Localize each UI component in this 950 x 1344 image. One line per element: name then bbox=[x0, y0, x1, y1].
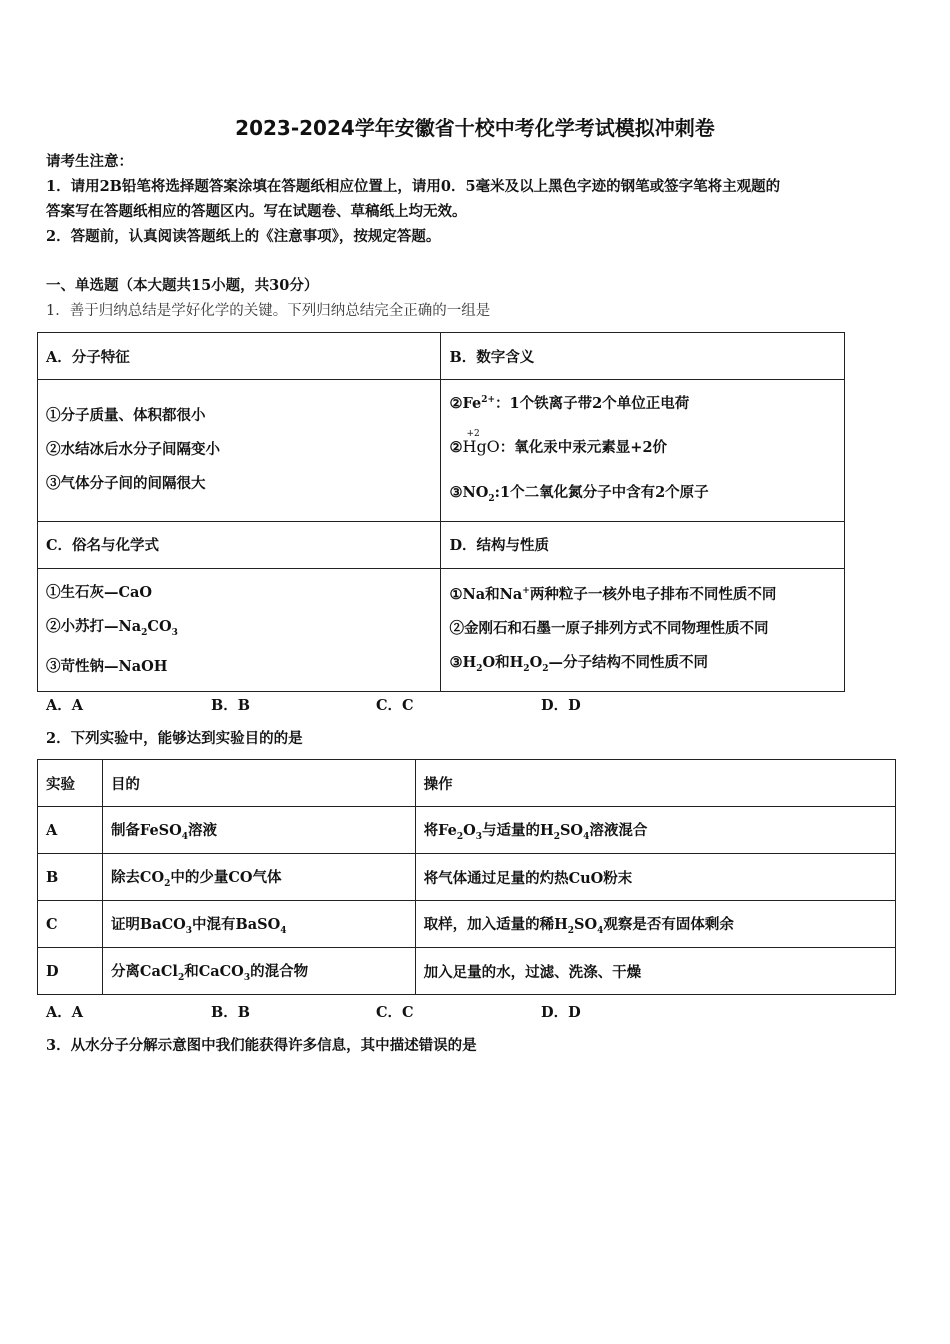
notice-line-1: 1．请用2B铅笔将选择题答案涂填在答题纸相应位置上，请用0．5毫米及以上黑色字迹的钢笔或签字笔将主观题的 bbox=[46, 178, 781, 195]
option-b-content bbox=[441, 380, 845, 522]
q1-choice-d[interactable]: D．D bbox=[541, 697, 581, 714]
option-a-content bbox=[38, 380, 441, 522]
header-operation: 操作 bbox=[415, 760, 895, 807]
question-2-options bbox=[46, 1001, 706, 1022]
row-b-operation: 将气体通过足量的灼热CuO粉末 bbox=[415, 854, 895, 901]
row-c-id: C bbox=[38, 901, 103, 948]
option-d-item-3: $③H_2O$和$H_2O_2—$分子结构不同性质不同 bbox=[449, 653, 708, 674]
option-a-item-2: ②水结冰后水分子间隔变小 bbox=[46, 441, 220, 459]
row-d-operation: 加入足量的水，过滤、洗涤、干燥 bbox=[415, 948, 895, 995]
q1-choice-c[interactable]: C．C bbox=[376, 697, 414, 714]
option-c-content bbox=[38, 568, 441, 691]
header-experiment: 实验 bbox=[38, 760, 103, 807]
option-a-item-3: ③气体分子间的间隔很大 bbox=[46, 475, 206, 493]
q1-choice-a[interactable]: A．A bbox=[46, 697, 84, 714]
question-1-options bbox=[46, 694, 706, 715]
question-1-table bbox=[37, 332, 845, 692]
q2-choice-c[interactable]: C．C bbox=[376, 1004, 414, 1021]
question-1-stem: 1．善于归纳总结是学好化学的关键。下列归纳总结完全正确的一组是 bbox=[46, 303, 491, 319]
hgo-formula: +2 HgO bbox=[462, 428, 500, 456]
q2-choice-d[interactable]: D．D bbox=[541, 1004, 581, 1021]
notice-line-2: 2．答题前，认真阅读答题纸上的《注意事项》，按规定答题。 bbox=[46, 228, 441, 245]
option-d-item-1: ①Na和Na+两种粒子一核外电子排布不同性质不同 bbox=[449, 585, 777, 603]
option-d-content bbox=[441, 568, 845, 691]
option-a-item-1: ①分子质量、体积都很小 bbox=[46, 407, 206, 425]
option-b-item-2: ② +2 HgO：氧化汞中汞元素显+2价 bbox=[449, 424, 836, 471]
question-3-stem: 3．从水分子分解示意图中我们能获得许多信息，其中描述错误的是 bbox=[46, 1037, 477, 1054]
table-row bbox=[38, 854, 896, 901]
row-c-purpose: 证明BaCO$_3$中混有BaSO$_4$ bbox=[102, 901, 415, 948]
option-b-heading: B．数字含义 bbox=[441, 333, 845, 380]
row-d-purpose: 分离CaCl$_2$和CaCO$_3$的混合物 bbox=[102, 948, 415, 995]
row-a-id: A bbox=[38, 807, 103, 854]
question-2-stem: 2．下列实验中，能够达到实验目的的是 bbox=[46, 730, 303, 747]
notice-heading: 请考生注意： bbox=[46, 153, 133, 170]
option-b-item-3: $③NO_2:1$个二氧化氮分子中含有2个原子 bbox=[449, 483, 709, 504]
option-c-item-3: ③苛性钠—NaOH bbox=[46, 657, 168, 675]
q1-choice-b[interactable]: B．B bbox=[211, 697, 251, 714]
row-a-operation: 将$Fe_2O_3$与适量的$H_2SO_4$溶液混合 bbox=[415, 807, 895, 854]
option-c-item-1: ①生石灰—CaO bbox=[46, 583, 153, 601]
table-row bbox=[38, 948, 896, 995]
table-row bbox=[38, 901, 896, 948]
option-c-item-2: ②小苏打$—Na_2CO_3$ bbox=[46, 617, 178, 638]
row-a-purpose: 制备FeSO$_4$溶液 bbox=[102, 807, 415, 854]
q2-choice-b[interactable]: B．B bbox=[211, 1004, 251, 1021]
option-c-heading: C．俗名与化学式 bbox=[38, 521, 441, 568]
option-a-heading: A．分子特征 bbox=[38, 333, 441, 380]
table-row bbox=[38, 807, 896, 854]
row-c-operation: 取样，加入适量的稀$H_2SO_4$观察是否有固体剩余 bbox=[415, 901, 895, 948]
option-d-item-2: ②金刚石和石墨一原子排列方式不同物理性质不同 bbox=[449, 619, 769, 637]
option-b-item-1: $②Fe^{2+}$：1个铁离子带2个单位正电荷 bbox=[449, 394, 690, 412]
option-d-heading: D．结构与性质 bbox=[441, 521, 845, 568]
row-d-id: D bbox=[38, 948, 103, 995]
notice-line-1b: 答案写在答题纸相应的答题区内。写在试题卷、草稿纸上均无效。 bbox=[46, 203, 467, 220]
section-heading: 一、单选题（本大题共15小题，共30分） bbox=[46, 277, 319, 294]
q2-choice-a[interactable]: A．A bbox=[46, 1004, 84, 1021]
row-b-id: B bbox=[38, 854, 103, 901]
header-purpose: 目的 bbox=[102, 760, 415, 807]
page-title: 2023-2024学年安徽省十校中考化学考试模拟冲刺卷 bbox=[235, 116, 715, 140]
row-b-purpose: 除去$CO_2$中的少量CO气体 bbox=[102, 854, 415, 901]
question-2-table bbox=[37, 759, 896, 995]
